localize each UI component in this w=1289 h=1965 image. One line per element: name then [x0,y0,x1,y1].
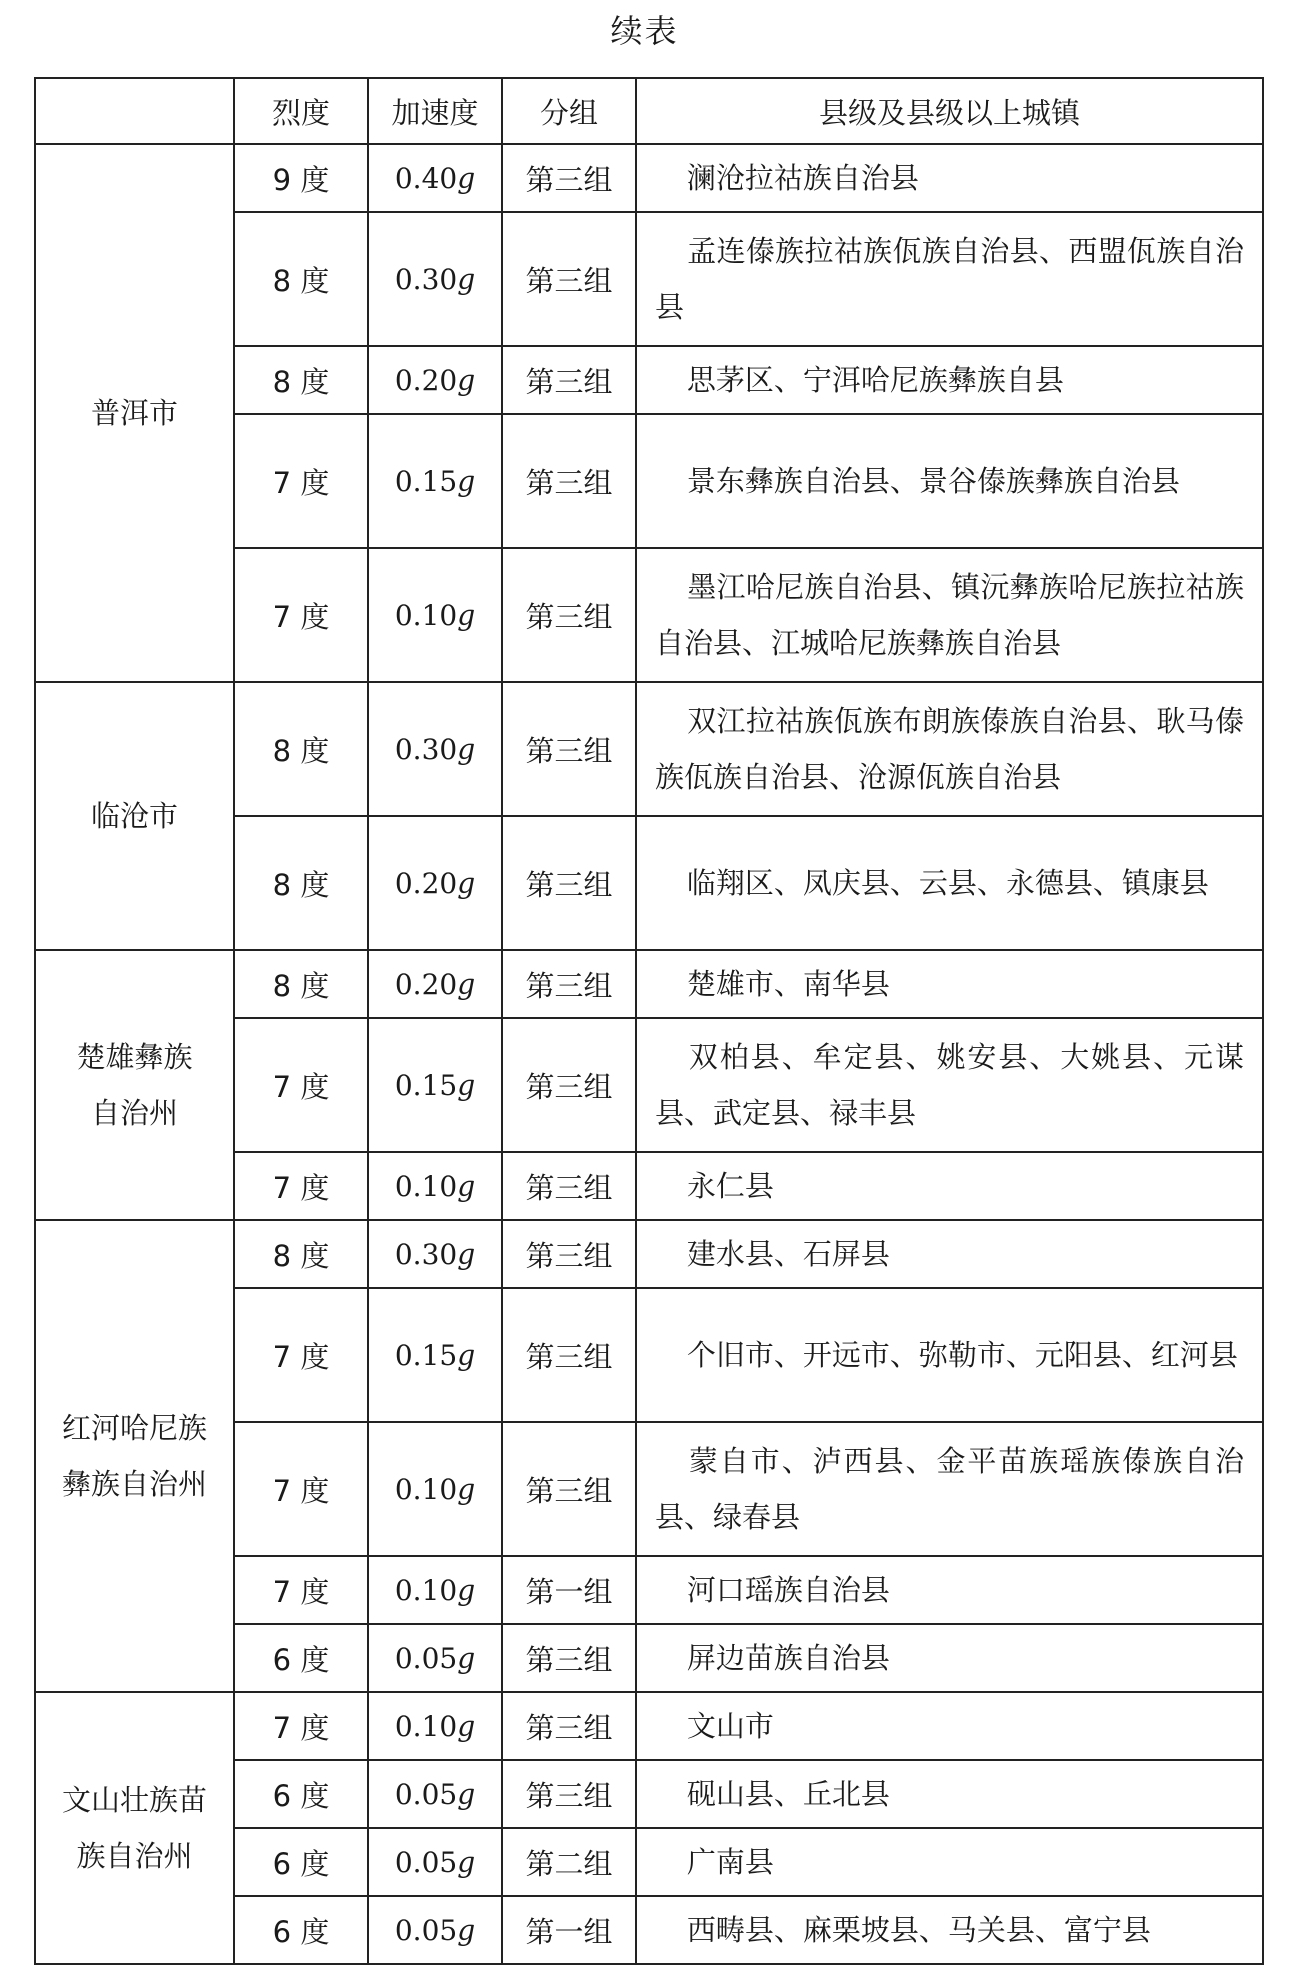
region-cell [35,1220,234,1692]
acceleration-value: 0.05 [394,1641,458,1675]
counties-cell [636,1556,1263,1624]
acceleration-value: 0.20 [394,866,458,900]
header-group: 分组 [502,78,636,144]
counties-text: 临翔区、凤庆县、云县、永德县、镇康县 [686,866,1209,900]
counties-text: 楚雄市、南华县 [686,967,890,1001]
header-row [35,78,1263,144]
acceleration-cell [368,816,502,950]
acceleration-unit: g [457,1068,476,1102]
acceleration-value: 0.10 [394,598,458,632]
seismic-table [34,77,1264,1965]
intensity-cell: 7 度 [234,1288,368,1422]
counties-cell [636,144,1263,212]
counties-cell [636,1220,1263,1288]
counties-cell [636,1760,1263,1828]
intensity-cell: 7 度 [234,414,368,548]
region-cell [35,1692,234,1964]
group-cell: 第三组 [502,212,636,346]
acceleration-cell [368,144,502,212]
region-name: 文山壮族苗族自治州 [61,1783,207,1873]
acceleration-cell [368,1760,502,1828]
counties-cell [636,414,1263,548]
acceleration-value: 0.15 [394,464,458,498]
intensity-cell: 7 度 [234,1556,368,1624]
group-cell: 第三组 [502,1288,636,1422]
region-name: 临沧市 [90,799,178,833]
counties-cell [636,1422,1263,1556]
intensity-cell: 8 度 [234,816,368,950]
intensity-cell: 8 度 [234,212,368,346]
counties-cell [636,548,1263,682]
group-cell: 第三组 [502,144,636,212]
acceleration-cell [368,1556,502,1624]
acceleration-value: 0.30 [394,1237,458,1271]
acceleration-unit: g [457,161,476,195]
counties-text: 广南县 [686,1845,774,1879]
acceleration-cell [368,346,502,414]
group-cell: 第一组 [502,1556,636,1624]
group-cell: 第三组 [502,1692,636,1760]
acceleration-unit: g [457,1709,476,1743]
counties-cell [636,950,1263,1018]
counties-cell [636,682,1263,816]
counties-cell [636,346,1263,414]
intensity-cell: 7 度 [234,1422,368,1556]
region-name: 楚雄彝族自治州 [76,1040,193,1130]
acceleration-value: 0.30 [394,732,458,766]
intensity-cell: 6 度 [234,1760,368,1828]
acceleration-value: 0.15 [394,1068,458,1102]
intensity-cell: 7 度 [234,1692,368,1760]
acceleration-unit: g [457,598,476,632]
acceleration-unit: g [457,1845,476,1879]
intensity-cell: 7 度 [234,1018,368,1152]
acceleration-unit: g [457,262,476,296]
acceleration-value: 0.10 [394,1709,458,1743]
acceleration-cell [368,1422,502,1556]
group-cell: 第三组 [502,950,636,1018]
counties-cell [636,1692,1263,1760]
counties-text: 砚山县、丘北县 [686,1777,890,1811]
acceleration-cell [368,1152,502,1220]
counties-text: 景东彝族自治县、景谷傣族彝族自治县 [686,464,1180,498]
counties-cell [636,1018,1263,1152]
acceleration-unit: g [457,363,476,397]
group-cell: 第三组 [502,816,636,950]
acceleration-cell [368,1624,502,1692]
acceleration-unit: g [457,464,476,498]
acceleration-cell [368,414,502,548]
table-row [35,1692,1263,1760]
counties-text: 个旧市、开远市、弥勒市、元阳县、红河县 [686,1338,1238,1372]
counties-cell [636,1152,1263,1220]
acceleration-value: 0.15 [394,1338,458,1372]
acceleration-value: 0.10 [394,1169,458,1203]
acceleration-unit: g [457,1777,476,1811]
region-cell [35,144,234,682]
acceleration-value: 0.10 [394,1472,458,1506]
intensity-cell: 6 度 [234,1624,368,1692]
table-row [35,682,1263,816]
counties-cell [636,1288,1263,1422]
acceleration-unit: g [457,1237,476,1271]
acceleration-unit: g [457,1472,476,1506]
region-name: 红河哈尼族彝族自治州 [61,1411,207,1501]
group-cell: 第二组 [502,1828,636,1896]
acceleration-value: 0.30 [394,262,458,296]
acceleration-unit: g [457,1169,476,1203]
intensity-cell: 8 度 [234,346,368,414]
acceleration-cell [368,1288,502,1422]
counties-text: 孟连傣族拉祜族佤族自治县、西盟佤族自治县 [655,234,1244,324]
acceleration-value: 0.20 [394,363,458,397]
intensity-cell: 7 度 [234,1152,368,1220]
intensity-cell: 8 度 [234,950,368,1018]
counties-text: 河口瑶族自治县 [686,1573,890,1607]
acceleration-unit: g [457,1338,476,1372]
header-acceleration: 加速度 [368,78,502,144]
group-cell: 第三组 [502,1220,636,1288]
group-cell: 第一组 [502,1896,636,1964]
header-intensity: 烈度 [234,78,368,144]
counties-cell [636,1896,1263,1964]
header-region [35,78,234,144]
page-title: 续表 [610,12,679,50]
counties-cell [636,1624,1263,1692]
intensity-cell: 9 度 [234,144,368,212]
table-row [35,1220,1263,1288]
counties-text: 双柏县、牟定县、姚安县、大姚县、元谋县、武定县、禄丰县 [655,1040,1244,1130]
acceleration-value: 0.10 [394,1573,458,1607]
counties-text: 墨江哈尼族自治县、镇沅彝族哈尼族拉祜族自治县、江城哈尼族彝族自治县 [655,570,1244,660]
acceleration-cell [368,1896,502,1964]
counties-text: 建水县、石屏县 [686,1237,890,1271]
acceleration-value: 0.05 [394,1913,458,1947]
region-cell [35,950,234,1220]
acceleration-cell [368,1692,502,1760]
acceleration-cell [368,1828,502,1896]
region-cell [35,682,234,950]
acceleration-cell [368,548,502,682]
region-name: 普洱市 [90,396,178,430]
acceleration-unit: g [457,866,476,900]
table-row [35,144,1263,212]
acceleration-value: 0.40 [394,161,458,195]
acceleration-cell [368,1220,502,1288]
counties-text: 文山市 [686,1709,774,1743]
counties-text: 思茅区、宁洱哈尼族彝族自县 [686,363,1064,397]
header-counties: 县级及县级以上城镇 [636,78,1263,144]
acceleration-unit: g [457,967,476,1001]
intensity-cell: 6 度 [234,1828,368,1896]
acceleration-unit: g [457,1573,476,1607]
group-cell: 第三组 [502,414,636,548]
acceleration-cell [368,1018,502,1152]
counties-cell [636,212,1263,346]
counties-text: 双江拉祜族佤族布朗族傣族自治县、耿马傣族佤族自治县、沧源佤族自治县 [655,704,1244,794]
acceleration-cell [368,212,502,346]
counties-text: 西畴县、麻栗坡县、马关县、富宁县 [686,1913,1151,1947]
group-cell: 第三组 [502,1152,636,1220]
acceleration-cell [368,682,502,816]
acceleration-value: 0.20 [394,967,458,1001]
intensity-cell: 8 度 [234,1220,368,1288]
intensity-cell: 7 度 [234,548,368,682]
counties-text: 蒙自市、泸西县、金平苗族瑶族傣族自治县、绿春县 [655,1444,1244,1534]
group-cell: 第三组 [502,346,636,414]
group-cell: 第三组 [502,1422,636,1556]
acceleration-unit: g [457,732,476,766]
counties-text: 永仁县 [686,1169,774,1203]
acceleration-value: 0.05 [394,1777,458,1811]
acceleration-unit: g [457,1913,476,1947]
group-cell: 第三组 [502,548,636,682]
group-cell: 第三组 [502,1018,636,1152]
group-cell: 第三组 [502,682,636,816]
counties-cell [636,816,1263,950]
group-cell: 第三组 [502,1624,636,1692]
counties-text: 澜沧拉祜族自治县 [686,161,919,195]
intensity-cell: 8 度 [234,682,368,816]
acceleration-value: 0.05 [394,1845,458,1879]
intensity-cell: 6 度 [234,1896,368,1964]
group-cell: 第三组 [502,1760,636,1828]
table-row [35,950,1263,1018]
acceleration-unit: g [457,1641,476,1675]
acceleration-cell [368,950,502,1018]
counties-text: 屏边苗族自治县 [686,1641,890,1675]
counties-cell [636,1828,1263,1896]
